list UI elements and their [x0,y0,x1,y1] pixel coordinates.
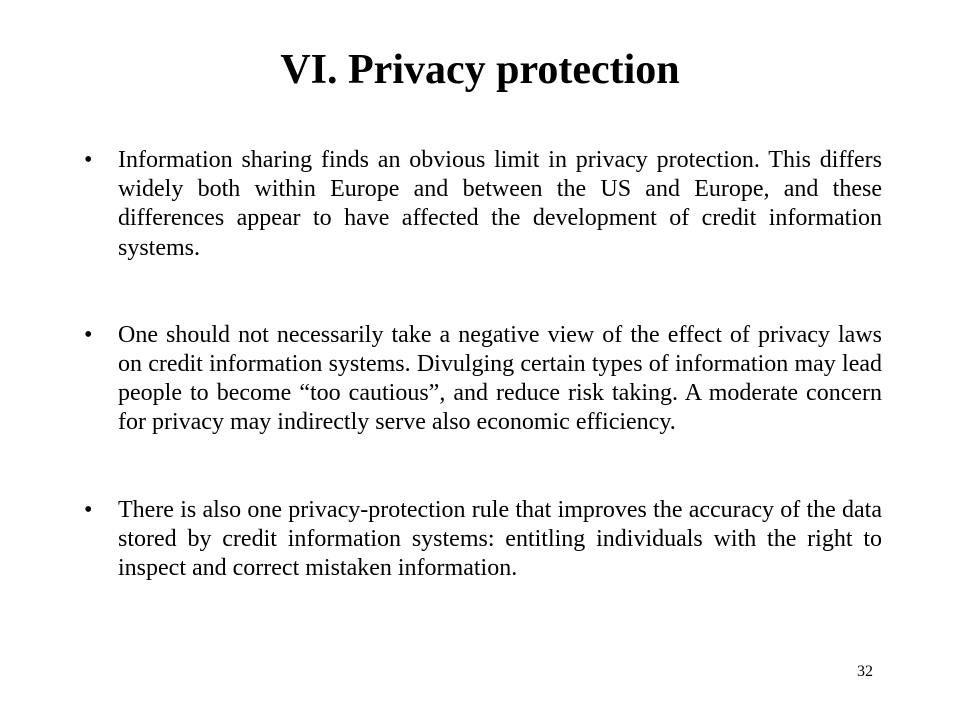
bullet-text: One should not necessarily take a negative view of the effect of privacy laws on credit information systems. Divulging certain types of information may lead people to become “too cautious”, and reduce risk taking. A moderate concern for privacy may indirectly serve also economic efficiency. [118,321,882,436]
bullet-icon: • [84,496,93,523]
page-number: 32 [857,663,873,680]
slide-title: VI. Privacy protection [280,47,680,93]
bullet-item [84,146,882,263]
bullet-item [84,321,882,438]
bullet-list [84,146,882,583]
bullet-icon: • [84,321,93,348]
bullet-text: There is also one privacy-protection rule that improves the accuracy of the data stored by credit information systems: entitling individuals with the right to inspect and correct mistaken information. [118,496,882,582]
bullet-item [84,496,882,584]
bullet-icon: • [84,147,93,173]
bullet-text: Information sharing finds an obvious limit in privacy protection. This differs widely both within Europe and between the US and Europe, and these differences appear to have affected the development of credit information systems. [118,147,882,261]
